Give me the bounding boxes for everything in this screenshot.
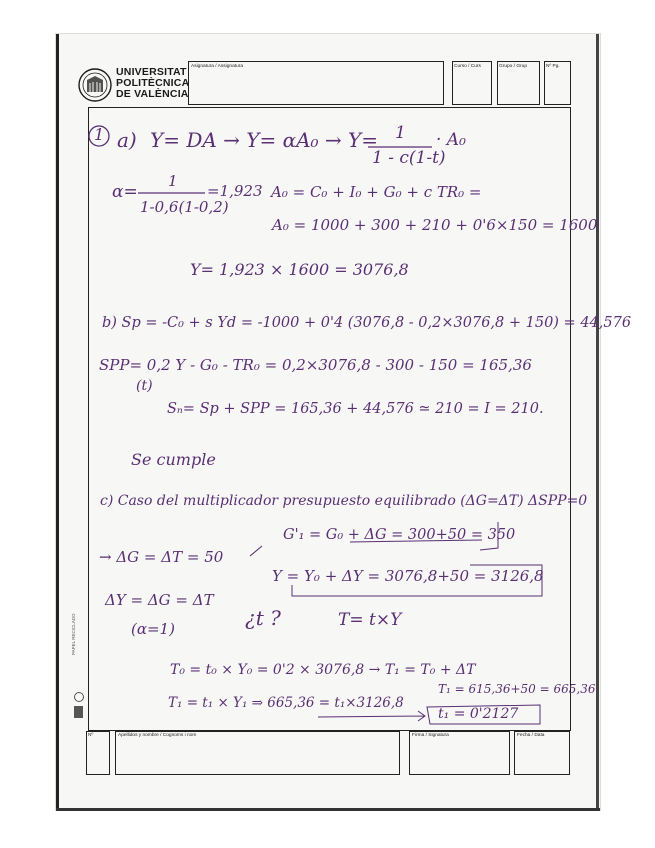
frac-den: 1 - c(1-t) <box>372 148 446 168</box>
part-a-label: a) <box>117 128 137 152</box>
t-definition: T= t×Y <box>338 610 402 630</box>
frac-num: 1 <box>395 123 406 143</box>
alpha-lhs: α= <box>112 182 138 202</box>
university-name: UNIVERSITAT POLITÈCNICA DE VALÈNCIA <box>116 66 190 100</box>
part-c-line: c) Caso del multiplicador presupuesto equilibrado (ΔG=ΔT) ΔSPP=0 <box>100 493 588 509</box>
t-question: ¿t ? <box>245 606 281 630</box>
sn-line: Sₙ= Sp + SPP = 165,36 + 44,576 ≃ 210 = I = 210. <box>167 401 544 417</box>
page-number-label: Nº Pg. <box>546 64 560 69</box>
a0-definition: A₀ = C₀ + I₀ + G₀ + c TR₀ = <box>271 183 482 201</box>
number-label: Nº <box>88 733 94 738</box>
scan-edge <box>56 34 59 810</box>
part-b-line: b) Sp = -C₀ + s Yd = -1000 + 0'4 (3076,8 - 0,2×3076,8 + 150) = 44,576 <box>102 315 632 331</box>
dg-line: → ΔG = ΔT = 50 <box>99 548 224 566</box>
t0-line: T₀ = t₀ × Y₀ = 0'2 × 3076,8 → T₁ = T₀ + ΔT <box>170 662 476 678</box>
t1-result: t₁ = 0'2127 <box>438 706 519 722</box>
eq-a0-factor: · A₀ <box>436 130 466 150</box>
t1-line: T₁ = t₁ × Y₁ ⇒ 665,36 = t₁×3126,8 <box>168 695 404 711</box>
spp-line: SPP= 0,2 Y - G₀ - TR₀ = 0,2×3076,8 - 300 - 150 = 165,36 <box>99 356 532 374</box>
t1-alternative: T₁ = 615,36+50 = 665,36 <box>438 682 596 696</box>
group-label: Grupo / Grup <box>499 64 527 69</box>
alpha-den: 1-0,6(1-0,2) <box>140 198 229 216</box>
signature-label: Firma / Signatura <box>412 733 449 738</box>
name-label: Apellidos y nombre / Cognoms i nom <box>118 733 197 738</box>
alpha-num: 1 <box>168 172 178 190</box>
question-number: 1 <box>94 125 105 144</box>
recycled-paper-note: PAPEL RECICLADO <box>71 613 76 655</box>
y-value: Y= 1,923 × 1600 = 3076,8 <box>190 260 409 279</box>
dy-line: ΔY = ΔG = ΔT <box>105 591 214 609</box>
alpha-one: (α=1) <box>131 620 175 638</box>
y1-line: Y = Y₀ + ΔY = 3076,8+50 = 3126,8 <box>272 567 544 585</box>
se-cumple: Se cumple <box>131 450 216 469</box>
recycle-icon <box>74 692 84 702</box>
scan-edge <box>596 34 599 810</box>
spp-t-note: (t) <box>136 378 153 394</box>
course-label: Curso / Curs <box>454 64 481 69</box>
date-label: Fecha / Data <box>517 733 545 738</box>
university-seal-icon <box>78 68 112 102</box>
eq-y-da: Y= DA → Y= αA₀ → Y= <box>150 128 378 152</box>
a0-value: A₀ = 1000 + 300 + 210 + 0'6×150 = 1600 <box>272 216 598 234</box>
scan-edge <box>56 808 600 811</box>
alpha-value: =1,923 <box>207 182 263 200</box>
g1-line: G'₁ = G₀ + ΔG = 300+50 = 350 <box>283 527 516 543</box>
printer-logo-icon <box>74 706 83 718</box>
subject-label: Asignatura / Assignatura <box>191 64 243 69</box>
